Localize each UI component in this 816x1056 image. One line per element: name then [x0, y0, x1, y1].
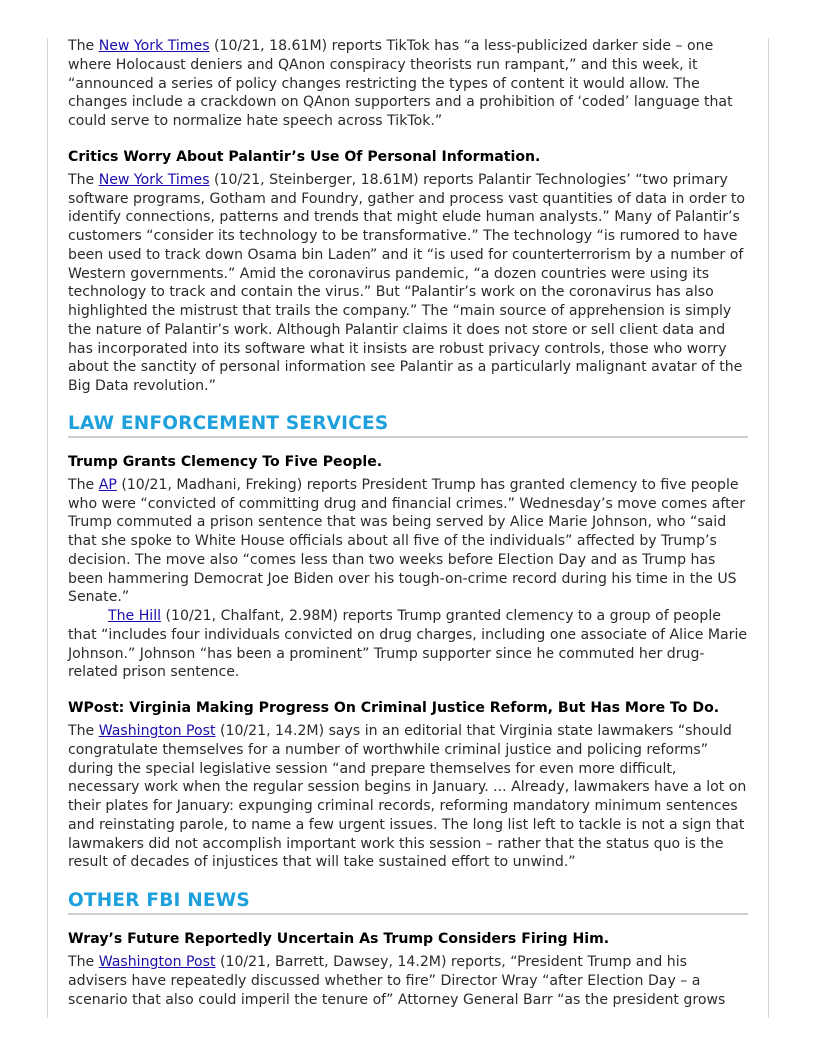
virginia-headline: WPost: Virginia Making Progress On Criminal Justice Reform, But Has More To Do.: [68, 700, 720, 716]
newsletter-page: [68, 37, 748, 1009]
ap-link[interactable]: AP: [98, 476, 117, 493]
virginia-article-body: The Washington Post (10/21, 14.2M) says in an editorial that Virginia state lawmakers “should congratulate themselves for a number of worthwhile criminal justice and policing reforms” during the special legislative session “and prepare themselves for even more difficult, necessary work when the regular session begins in January. ... Already, lawmakers have a lot on their plates for January: expunging criminal records, reforming mandatory minimum sentences and reinstating parole, to name a few urgent issues. The long list left to tackle is not a sign that lawmakers did not accomplish important work this session – rather that the status quo is the result of decades of injustices that will take sustained effort to unwind.”: [68, 723, 747, 871]
the-hill-link[interactable]: The Hill: [108, 608, 162, 624]
palantir-article-body: The New York Times (10/21, Steinberger, 18.61M) reports Palantir Technologies’ “two primary software programs, Gotham and Foundry, gather and process vast quantities of data in order to identify connections, patterns and trends that might elude human analysts.” Many of Palantir’s customers “consider its technology to be transformative.” The technology “is rumored to have been used to track down Osama bin Laden” and it “is used for counterterrorism by a number of Western governments.” Amid the coronavirus pandemic, “a dozen countries were using its technology to track and contain the virus.” But “Palantir’s work on the coronavirus has also highlighted the mistrust that trails the company.” The “main source of apprehension is simply the nature of Palantir’s work. Although Palantir claims it does not store or sell client data and has incorporated into its software what it insists are robust privacy controls, those who worry about the sanctity of personal information see Palantir as a particularly malignant avatar of the Big Data revolution.”: [68, 171, 746, 394]
washington-post-link[interactable]: Washington Post: [98, 954, 216, 970]
section-heading-other-fbi-news: OTHER FBI NEWS: [68, 889, 748, 915]
wray-article-body: The Washington Post (10/21, Barrett, Dawsey, 14.2M) reports, “President Trump and his advisers have repeatedly discussed whether to fire” Director Wray “after Election Day – a scenario that also could imperil the tenure of” Attorney General Barr “as the president grows: [68, 954, 726, 1008]
clemency-article-body: The AP (10/21, Madhani, Freking) reports President Trump has granted clemency to five people who were “convicted of committing drug and financial crimes.” Wednesday’s move comes after Trump commuted a prison sentence that was being served by Alice Marie Johnson, who “said that she spoke to White House officials about all five of the individuals” affected by Trump’s decision. The move also “comes less than two weeks before Election Day and as Trump has been hammering Democrat Joe Biden over his tough-on-crime record during his time in the US Senate.”: [68, 476, 746, 606]
new-york-times-link[interactable]: New York Times: [98, 38, 210, 54]
washington-post-link[interactable]: Washington Post: [98, 723, 216, 739]
section-heading-law-enforcement: LAW ENFORCEMENT SERVICES: [68, 412, 748, 438]
clemency-headline: Trump Grants Clemency To Five People.: [68, 453, 383, 470]
clemency-the-hill-paragraph: The Hill (10/21, Chalfant, 2.98M) reports Trump granted clemency to a group of people that “includes four individuals convicted on drug charges, including one associate of Alice Marie Johnson.” Johnson “has been a prominent” Trump supporter since he commuted her drug-related prison sentence.: [68, 608, 748, 681]
wray-headline: Wray’s Future Reportedly Uncertain As Trump Considers Firing Him.: [68, 931, 610, 947]
tiktok-article-body: The New York Times (10/21, 18.61M) reports TikTok has “a less-publicized darker side – one where Holocaust deniers and QAnon conspiracy theorists run rampant,” and this week, it “announced a series of policy changes restricting the types of content it would allow. The changes include a crackdown on QAnon supporters and a prohibition of ‘coded’ language that could serve to normalize hate speech across TikTok.”: [68, 38, 733, 129]
right-margin-rule: [768, 38, 769, 1018]
left-margin-rule: [47, 38, 48, 1018]
palantir-headline: Critics Worry About Palantir’s Use Of Personal Information.: [68, 148, 541, 165]
new-york-times-link[interactable]: New York Times: [98, 171, 210, 188]
